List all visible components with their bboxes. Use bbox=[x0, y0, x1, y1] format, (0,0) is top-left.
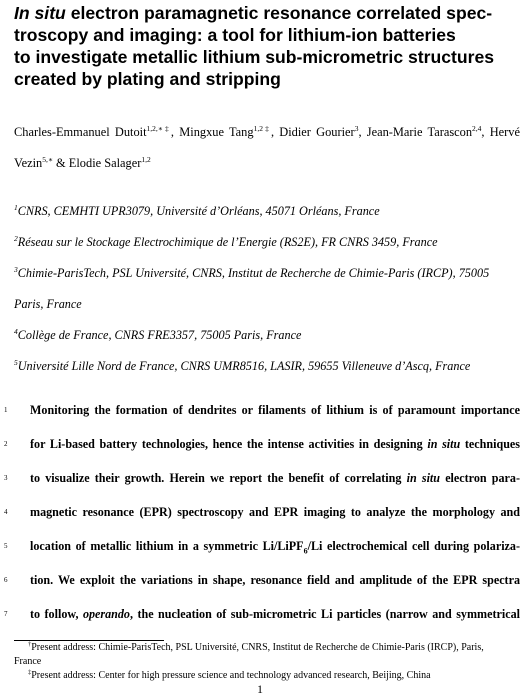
author-affiliation-mark: 2,4 bbox=[472, 124, 482, 133]
title-line-2: troscopy and imaging: a tool for lithium-ion batteries bbox=[14, 25, 456, 45]
footnote-text: Present address: Center for high pressure science and technology advanced research, Beijing, China bbox=[31, 670, 431, 681]
affiliation-5 bbox=[14, 351, 520, 382]
affiliation-mark: 1 bbox=[14, 203, 18, 212]
affiliation-text: Université Lille Nord de France, CNRS UMR8516, LASIR, 59655 Villeneuve d’Ascq, France bbox=[17, 359, 471, 373]
footnote-2 bbox=[14, 669, 520, 683]
abstract-text: magnetic resonance (EPR) spectroscopy and EPR imaging to analyze the morphology and bbox=[30, 505, 520, 519]
footnote-mark: † bbox=[28, 641, 32, 648]
author-list bbox=[14, 117, 520, 179]
author-affiliation-mark: 1,2 bbox=[141, 155, 151, 164]
affiliation-1 bbox=[14, 196, 520, 227]
affiliation-text: Paris, France bbox=[14, 297, 82, 311]
affiliation-mark: 3 bbox=[14, 265, 18, 274]
title-italic-in-situ: In situ bbox=[14, 3, 66, 23]
abstract-text: to visualize their growth. Herein we report the benefit of correlating bbox=[30, 471, 407, 485]
abstract-line bbox=[4, 400, 520, 420]
title-line-1 bbox=[14, 2, 520, 24]
abstract-italic-text: in situ bbox=[406, 471, 441, 485]
affiliation-mark: 4 bbox=[14, 327, 18, 336]
footnotes bbox=[14, 641, 520, 683]
abstract-text: location of metallic lithium in a symmetric Li/LiPF bbox=[30, 539, 304, 553]
affiliation-2 bbox=[14, 227, 520, 258]
line-number: 6 bbox=[4, 576, 8, 584]
abstract-text: tion. We exploit the variations in shape, resonance field and amplitude of the EPR spectra bbox=[30, 573, 520, 587]
abstract-text: to follow, bbox=[30, 607, 83, 621]
abstract-subscript: 6 bbox=[303, 546, 308, 556]
abstract-italic-text: operando bbox=[82, 607, 130, 621]
abstract-text: electron para- bbox=[440, 471, 520, 485]
author-name: Charles-Emmanuel Dutoit bbox=[14, 125, 147, 139]
footnote-text: France bbox=[14, 656, 42, 667]
footnote-mark: ‡ bbox=[28, 669, 32, 676]
page-number: 1 bbox=[257, 682, 263, 696]
line-number: 3 bbox=[4, 474, 8, 482]
footnote-1 bbox=[14, 641, 520, 669]
abstract-line bbox=[4, 468, 520, 488]
line-number: 7 bbox=[4, 610, 8, 618]
abstract-text: techniques bbox=[460, 437, 520, 451]
affiliation-mark: 5 bbox=[14, 358, 18, 367]
footnote-text: Present address: Chimie-ParisTech, PSL Université, CNRS, Institut de Recherche de Chimie-Paris (IRCP), Paris, bbox=[31, 642, 484, 653]
abstract-text: , the nucleation of sub-micrometric Li particles (narrow and symmetrical bbox=[129, 607, 520, 621]
author-affiliation-mark: 5,∗ bbox=[42, 155, 53, 164]
author-name: , Didier Gourier bbox=[270, 125, 355, 139]
author-affiliation-mark: 1,2,∗‡ bbox=[146, 124, 171, 133]
paper-title bbox=[14, 2, 520, 90]
abstract-italic-text: in situ bbox=[427, 437, 461, 451]
affiliation-text: Chimie-ParisTech, PSL Université, CNRS, Institut de Recherche de Chimie-Paris (IRCP), 75005 bbox=[17, 266, 490, 280]
author-name: , Mingxue Tang bbox=[170, 125, 254, 139]
affiliation-mark: 2 bbox=[14, 234, 18, 243]
abstract-text: /Li electrochemical cell during polariza- bbox=[307, 539, 520, 553]
author-name: , Hervé bbox=[481, 125, 520, 139]
abstract-text: for Li-based battery technologies, hence the intense activities in designing bbox=[30, 437, 428, 451]
abstract-line bbox=[4, 570, 520, 590]
abstract-line bbox=[4, 502, 520, 522]
author-name: , Jean-Marie Tarascon bbox=[358, 125, 473, 139]
author-line-2 bbox=[14, 148, 520, 179]
affiliation-3 bbox=[14, 258, 520, 320]
affiliation-text: CNRS, CEMHTI UPR3079, Université d’Orléans, 45071 Orléans, France bbox=[17, 204, 380, 218]
line-number: 2 bbox=[4, 440, 8, 448]
abstract-line bbox=[4, 434, 520, 454]
abstract-line bbox=[4, 536, 520, 556]
line-number: 1 bbox=[4, 406, 8, 414]
title-line-1-rest: electron paramagnetic resonance correlated spec- bbox=[65, 3, 493, 23]
affiliation-4 bbox=[14, 320, 520, 351]
affiliation-text: Collège de France, CNRS FRE3357, 75005 Paris, France bbox=[17, 328, 302, 342]
abstract-text: Monitoring the formation of dendrites or filaments of lithium is of paramount importance bbox=[30, 403, 520, 417]
title-line-3: to investigate metallic lithium sub-micrometric structures bbox=[14, 47, 495, 67]
author-line-1 bbox=[14, 117, 520, 148]
abstract-line bbox=[4, 604, 520, 624]
title-line-4: created by plating and stripping bbox=[14, 69, 281, 89]
author-affiliation-mark: 3 bbox=[354, 124, 359, 133]
affiliation-text: Réseau sur le Stockage Electrochimique de l’Energie (RS2E), FR CNRS 3459, France bbox=[17, 235, 438, 249]
line-number: 5 bbox=[4, 542, 8, 550]
author-affiliation-mark: 1,2‡ bbox=[253, 124, 271, 133]
author-name: & Elodie Salager bbox=[52, 156, 142, 170]
author-name: Vezin bbox=[14, 156, 43, 170]
line-number: 4 bbox=[4, 508, 8, 516]
